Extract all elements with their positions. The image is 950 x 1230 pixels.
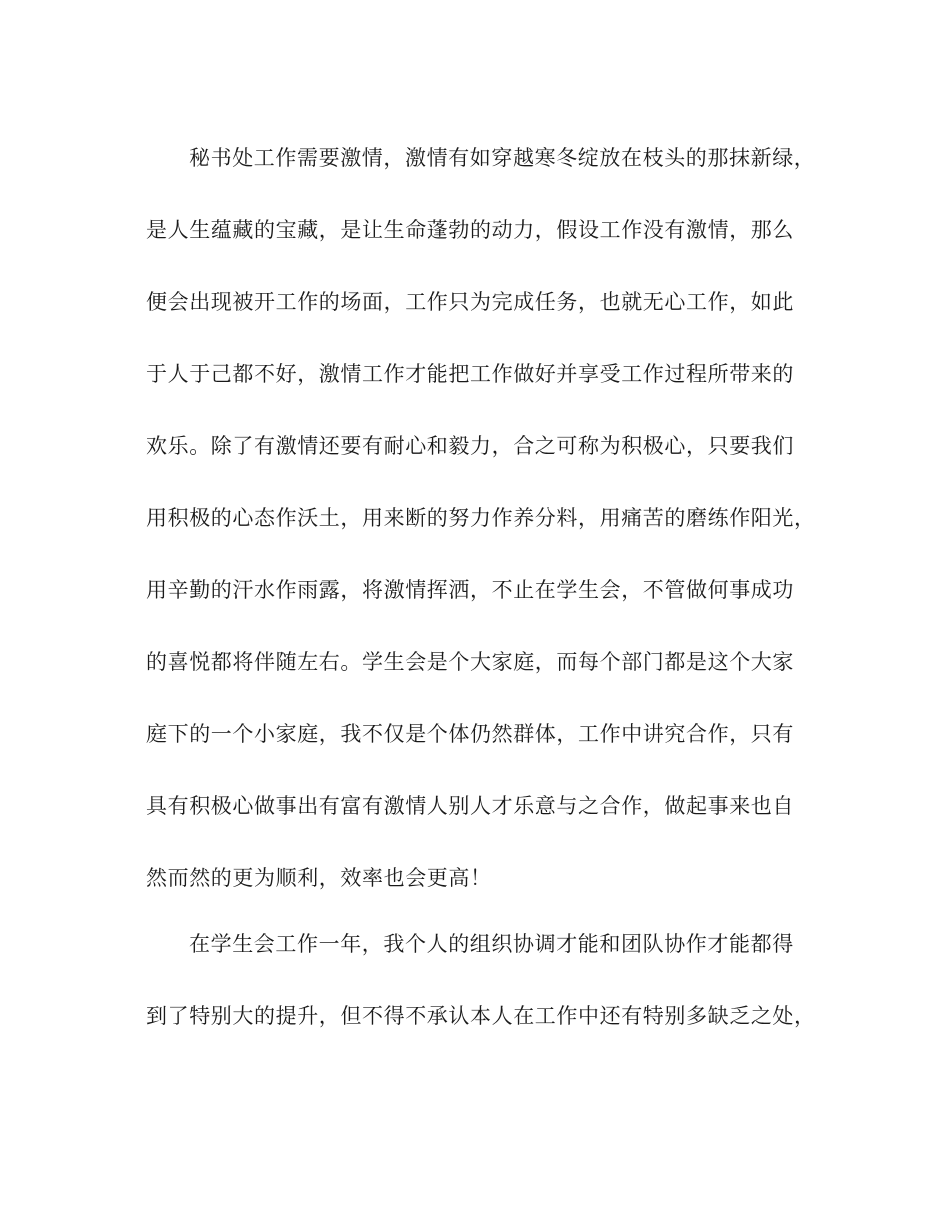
- paragraph-2-line-2: 到了特别大的提升，但不得不承认本人在工作中还有特别多缺乏之处，: [146, 1004, 816, 1028]
- paragraph-1-line-2: 是人生蕴藏的宝藏，是让生命蓬勃的动力，假设工作没有激情，那么: [146, 218, 794, 242]
- paragraph-1-line-11: 然而然的更为顺利，效率也会更高！: [146, 866, 492, 890]
- paragraph-1-line-8: 的喜悦都将伴随左右。学生会是个大家庭，而每个部门都是这个大家: [146, 650, 794, 674]
- paragraph-1-line-5: 欢乐。除了有激情还要有耐心和毅力，合之可称为积极心，只要我们: [146, 434, 794, 458]
- paragraph-1-line-7: 用辛勤的汗水作雨露，将激情挥洒，不止在学生会，不管做何事成功: [146, 578, 794, 602]
- paragraph-1-line-1: 秘书处工作需要激情，激情有如穿越寒冬绽放在枝头的那抹新绿，: [189, 146, 816, 170]
- paragraph-1-line-4: 于人于己都不好，激情工作才能把工作做好并享受工作过程所带来的: [146, 362, 794, 386]
- paragraph-1-line-10: 具有积极心做事出有富有激情人别人才乐意与之合作，做起事来也自: [146, 794, 794, 818]
- paragraph-2-line-1: 在学生会工作一年，我个人的组织协调才能和团队协作才能都得: [189, 932, 794, 956]
- paragraph-1-line-9: 庭下的一个小家庭，我不仅是个体仍然群体，工作中讲究合作，只有: [146, 722, 794, 746]
- paragraph-1-line-6: 用积极的心态作沃土，用来断的努力作养分料，用痛苦的磨练作阳光，: [146, 506, 816, 530]
- paragraph-1-line-3: 便会出现被开工作的场面，工作只为完成任务，也就无心工作，如此: [146, 290, 794, 314]
